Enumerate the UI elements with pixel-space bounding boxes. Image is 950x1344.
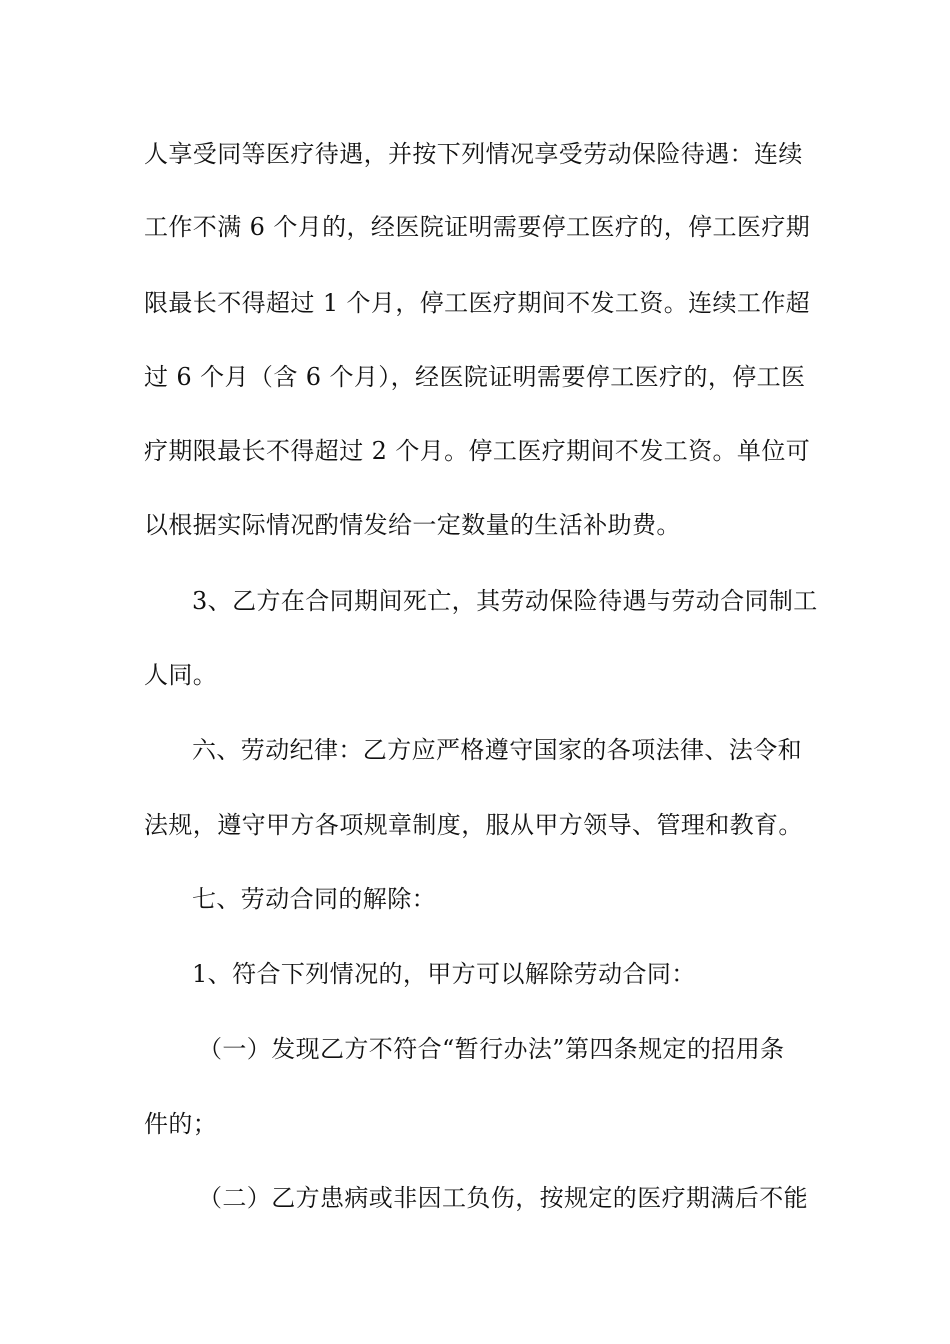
text-line: 过 6 个月（含 6 个月），经医院证明需要停工医疗的，停工医 — [144, 363, 806, 391]
text-line: 人同。 — [144, 661, 218, 689]
text-line: 疗期限最长不得超过 2 个月。停工医疗期间不发工资。单位可 — [144, 437, 811, 465]
section-heading-line: 六、劳动纪律：乙方应严格遵守国家的各项法律、法令和 — [192, 736, 802, 764]
paragraph-start-line: 3、乙方在合同期间死亡，其劳动保险待遇与劳动合同制工 — [192, 587, 818, 615]
clause-line: （一）发现乙方不符合“暂行办法”第四条规定的招用条 — [198, 1035, 785, 1063]
text-line: 件的； — [144, 1110, 218, 1138]
paragraph-start-line: 1、符合下列情况的，甲方可以解除劳动合同： — [192, 960, 696, 988]
text-line: 人享受同等医疗待遇，并按下列情况享受劳动保险待遇：连续 — [144, 140, 803, 168]
text-line: 以根据实际情况酌情发给一定数量的生活补助费。 — [144, 511, 681, 539]
text-line: 限最长不得超过 1 个月，停工医疗期间不发工资。连续工作超 — [144, 289, 811, 317]
text-line: 法规，遵守甲方各项规章制度，服从甲方领导、管理和教育。 — [144, 811, 803, 839]
section-heading-line: 七、劳动合同的解除： — [192, 885, 436, 913]
clause-line: （二）乙方患病或非因工负伤，按规定的医疗期满后不能 — [198, 1184, 808, 1212]
text-line: 工作不满 6 个月的，经医院证明需要停工医疗的，停工医疗期 — [144, 213, 811, 241]
